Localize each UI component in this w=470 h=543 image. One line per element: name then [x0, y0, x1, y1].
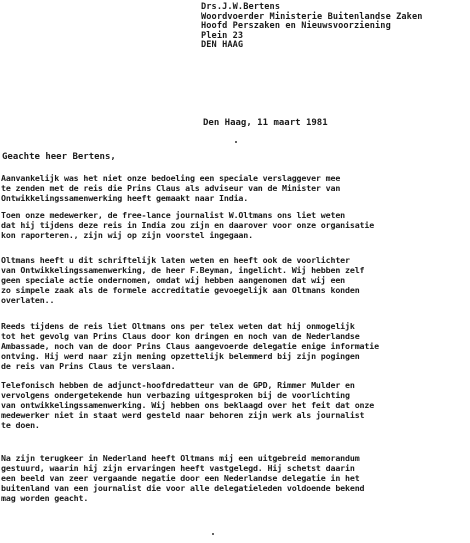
text-line: Telefonisch hebben de adjunct-hoofdredatteur van de GPD, Rimmer Mulder en: [1, 380, 355, 390]
recipient-address-block: [201, 3, 423, 51]
text-line: medewerker niet in staat werd gesteld naar behoren zijn werk als journalist: [1, 410, 365, 420]
text-line: ontving. Hij werd naar zijn mening opzettelijk belemmerd bij zijn pogingen: [1, 351, 360, 361]
paragraph-2: [1, 210, 469, 240]
text-line: kon raporteren., zijn wij op zijn voorstel ingegaan.: [1, 230, 253, 240]
scan-speck: [235, 141, 237, 143]
scan-speck: [212, 533, 214, 535]
text-line: buitenland van een journalist die voor alle delegatieleden voldoende bekend: [1, 483, 365, 493]
text-line: overlaten..: [1, 295, 55, 305]
text-line: van Ontwikkelingssamenwerking, de heer F.Beyman, ingelicht. Wij hebben zelf: [1, 265, 365, 275]
text-line: een beeld van zeer vergaande negatie door een Nederlandse delegatie in het: [1, 473, 360, 483]
address-line: Hoofd Perszaken en Nieuwsvoorziening: [201, 21, 391, 32]
text-line: Ontwikkelingssamenwerking heeft gemaakt naar India.: [1, 193, 249, 203]
text-line: Na zijn terugkeer in Nederland heeft Oltmans mij een uitgebreid memorandum: [1, 453, 360, 463]
address-line: Woordvoerder Ministerie Buitenlandse Zaken: [201, 11, 423, 22]
text-line: Reeds tijdens de reis liet Oltmans ons per telex weten dat hij onmogelijk: [1, 321, 355, 331]
text-line: Aanvankelijk was het niet onze bedoeling een speciale verslaggever mee: [1, 173, 341, 183]
paragraph-4: [1, 321, 469, 371]
letter-date: Den Haag, 11 maart 1981: [203, 118, 328, 128]
text-line: gestuurd, waarin hij zijn ervaringen heeft vastgelegd. Hij schetst daarin: [1, 463, 355, 473]
text-line: Ambassade, noch van de door Prins Claus aangevoerde delegatie enige informatie: [1, 341, 379, 351]
address-line: Drs.J.W.Bertens: [201, 2, 281, 12]
text-line: te doen.: [1, 420, 40, 430]
text-line: geen speciale actie ondernomen, omdat wij hebben aangenomen dat wij een: [1, 275, 346, 285]
paragraph-5: [1, 380, 469, 430]
text-line: vervolgens ondergetekende hun verbazing uitgesproken bij de voorlichting: [1, 390, 350, 400]
text-line: te zenden met de reis die Prins Claus als adviseur van de Minister van: [1, 183, 341, 193]
paragraph-1: [1, 173, 469, 203]
text-line: van ontwikkelingssamenwerking. Wij hebben ons beklaagd over het feit dat onze: [1, 400, 375, 410]
text-line: dat hij tijdens deze reis in India zou zijn en daarover voor onze organisatie: [1, 220, 375, 230]
text-line: zo simpele zaak als de formele accreditatie gevoegelijk aan Oltmans konden: [1, 285, 360, 295]
address-line: Plein 23: [201, 30, 244, 41]
salutation: Geachte heer Bertens,: [2, 152, 116, 162]
paragraph-6: [1, 453, 469, 503]
address-line: DEN HAAG: [201, 40, 244, 51]
text-line: de reis van Prins Claus te verslaan.: [1, 361, 176, 371]
text-line: mag worden geacht.: [1, 493, 89, 503]
paragraph-3: [1, 255, 469, 305]
text-line: Oltmans heeft u dit schriftelijk laten weten en heeft ook de voorlichter: [1, 255, 350, 265]
text-line: tot het gevolg van Prins Claus door kon dringen en noch van de Nederlandse: [1, 331, 360, 341]
text-line: Toen onze medewerker, de free-lance journalist W.Oltmans ons liet weten: [1, 210, 346, 220]
